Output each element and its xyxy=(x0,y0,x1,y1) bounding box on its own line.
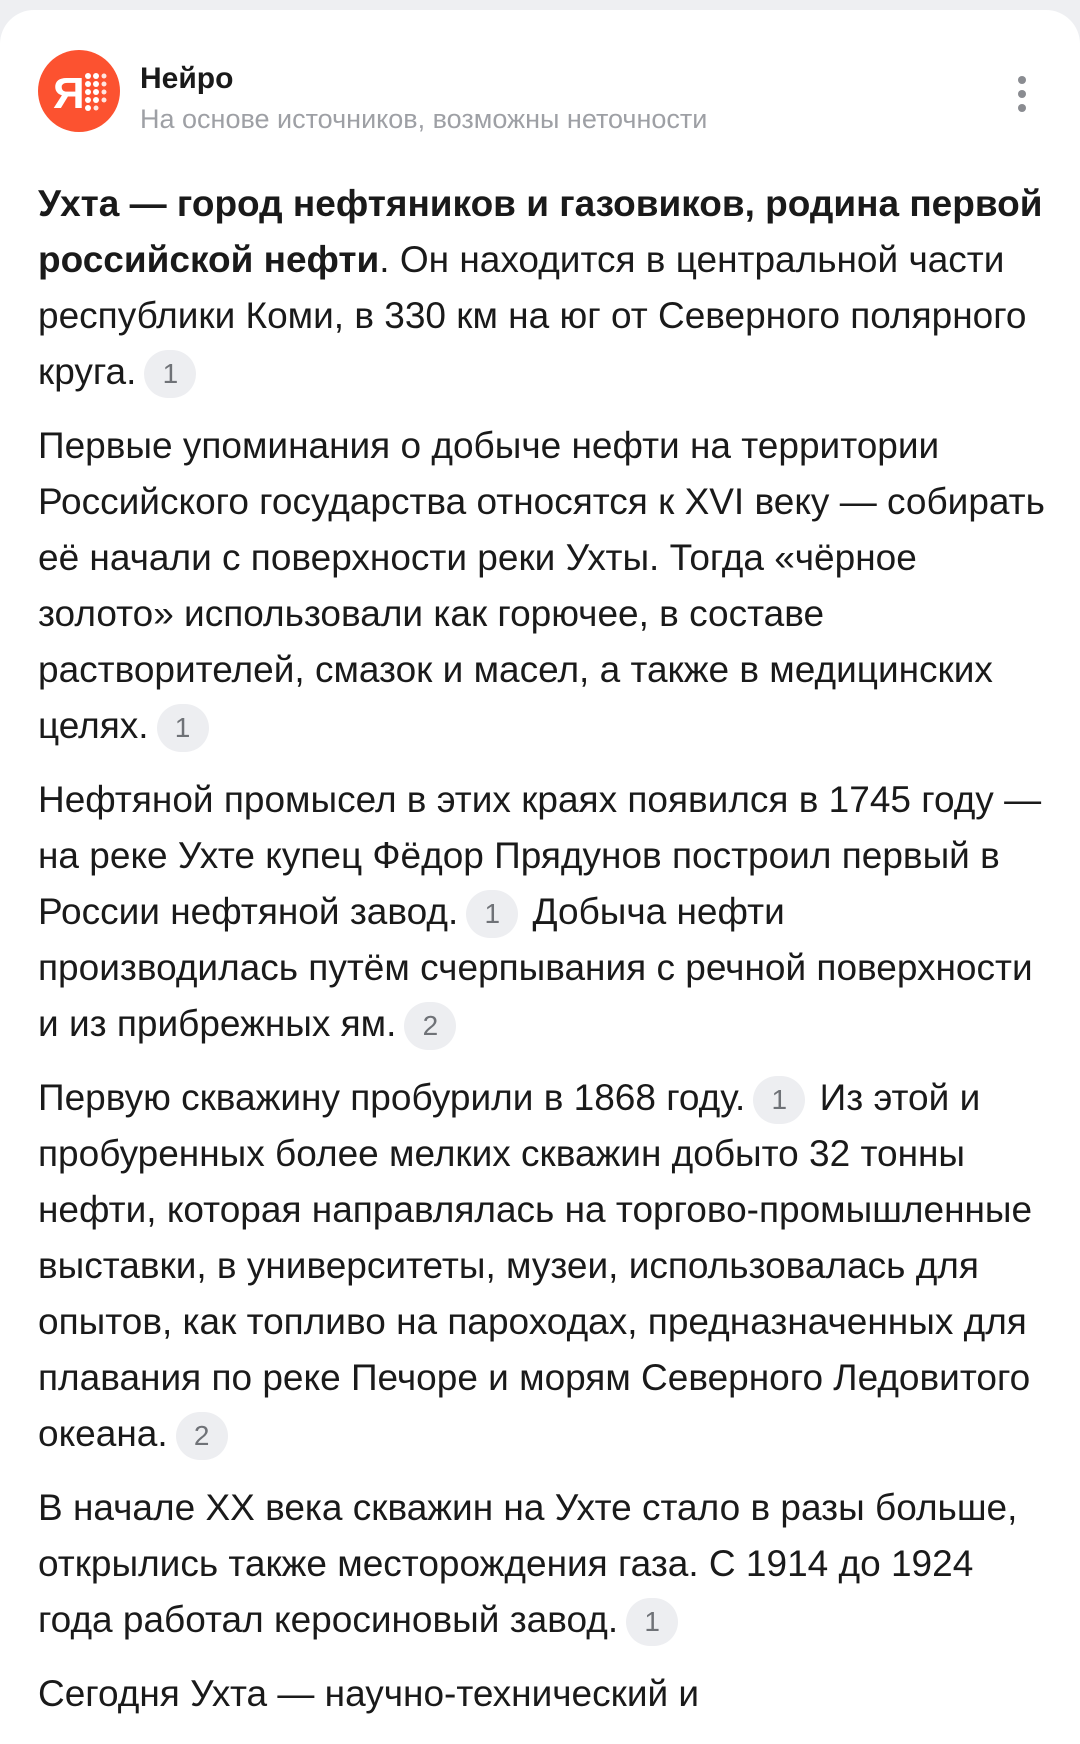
yandex-neuro-logo-icon xyxy=(38,50,120,132)
answer-paragraph xyxy=(38,418,1048,754)
answer-paragraph xyxy=(38,176,1048,400)
paragraph-text: . Он находится в центральной части республики Коми, в 330 км на юг от Северного полярного круга. xyxy=(38,239,1027,392)
neuro-answer-card xyxy=(0,10,1080,1744)
source-reference-badge[interactable]: 2 xyxy=(404,1002,456,1050)
source-reference-badge[interactable]: 1 xyxy=(157,704,209,752)
answer-paragraph xyxy=(38,1666,1048,1722)
paragraph-text: Добыча нефти производилась путём счерпывания с речной поверхности и из прибрежных ям. xyxy=(38,891,1033,1044)
source-reference-badge[interactable]: 1 xyxy=(753,1076,805,1124)
answer-paragraph xyxy=(38,772,1048,1052)
paragraph-text: Первую скважину пробурили в 1868 году. xyxy=(38,1077,746,1118)
source-reference-badge[interactable]: 1 xyxy=(144,350,196,398)
answer-paragraph xyxy=(38,1070,1048,1462)
paragraph-text: В начале XX века скважин на Ухте стало в разы больше, открылись также месторождения газа. С 1914 до 1924 года работал керосиновый завод. xyxy=(38,1487,1018,1640)
answer-highlight: Ухта — город нефтяников и газовиков, родина первой российской нефти xyxy=(38,183,1043,280)
answer-content xyxy=(38,176,1048,1740)
source-name: Нейро xyxy=(140,62,234,95)
answer-paragraph xyxy=(38,1480,1048,1648)
source-reference-badge[interactable]: 2 xyxy=(176,1412,228,1460)
answer-header xyxy=(38,50,1042,140)
paragraph-text: Из этой и пробуренных более мелких скважин добыто 32 тонны нефти, которая направлялась на торгово-промышленные выставки, в университеты, музеи, использовалась для опытов, как топливо на пароходах, предназначенных для плавания по реке Печоре и морям Северного Ледовитого океана. xyxy=(38,1077,1033,1454)
svg-text:Я: Я xyxy=(53,69,85,118)
source-reference-badge[interactable]: 1 xyxy=(466,890,518,938)
more-vertical-icon xyxy=(1018,76,1026,84)
paragraph-text: Первые упоминания о добыче нефти на территории Российского государства относятся к XVI веку — собирать её начали с поверхности реки Ухты. Тогда «чёрное золото» использовали как горючее, в составе растворителей, смазок и масел, а также в медицинских целях. xyxy=(38,425,1045,746)
source-disclaimer: На основе источников, возможны неточности xyxy=(140,104,708,134)
source-reference-badge[interactable]: 1 xyxy=(626,1598,678,1646)
more-options-button[interactable] xyxy=(1002,62,1042,122)
paragraph-text: Нефтяной промысел в этих краях появился в 1745 году — на реке Ухте купец Фёдор Прядунов построил первый в России нефтяной завод. xyxy=(38,779,1042,932)
paragraph-text: Сегодня Ухта — научно-технический и xyxy=(38,1673,700,1714)
